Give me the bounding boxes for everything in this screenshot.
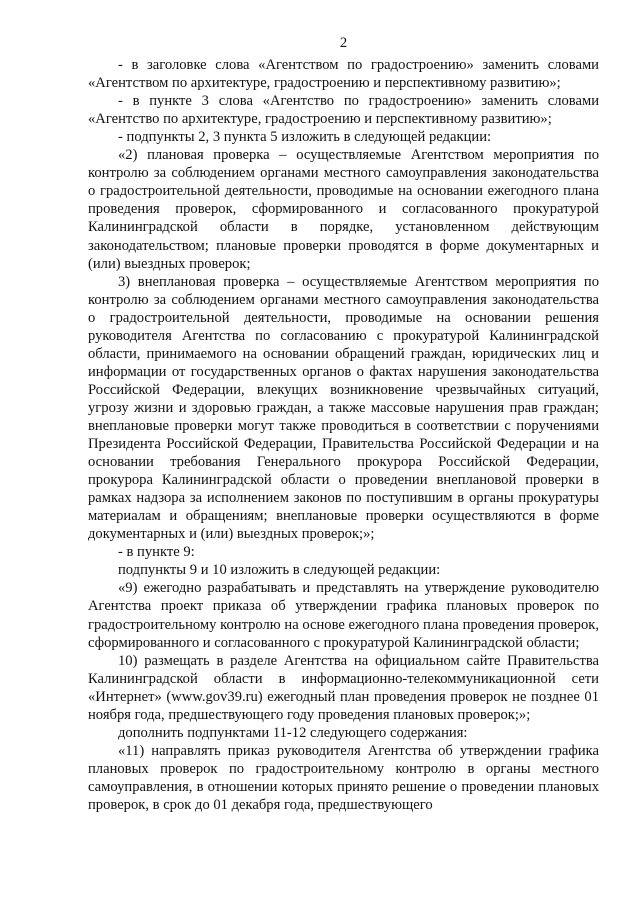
paragraph-subitem-9: «9) ежегодно разрабатывать и представлять на утверждение руководителю Агентства проект приказа об утверждении графика плановых проверок по градостроительному контролю на основе ежегодного плана проведения проверок, сформированного и согласованного с прокуратурой Калининградской области; <box>88 580 599 651</box>
paragraph-subitems-11-12-intro: дополнить подпунктами 11-12 следующего содержания: <box>118 724 468 741</box>
paragraph-unplanned-inspection: 3) внеплановая проверка – осуществляемые Агентством мероприятия по контролю за соблюдением органами местного самоуправления законодательства о градостроительной деятельности, проводимые на основании решения руководителя Агентства по согласованию с прокуратурой Калининградской области, принимаемого на основании обращений граждан, юридических лиц и информации от государственных органов о фактах нарушения законодательства Российской Федерации, влекущих возникновение чрезвычайных ситуаций, угрозу жизни и здоровью граждан, а также массовые нарушения прав граждан; внеплановые проверки могут также проводиться в соответствии с поручениями Президента Российской Федерации, Правительства Российской Федерации и на основании требования Генерального прокурора Российской Федерации, прокурора Калининградской области о проведении внеплановой проверки в рамках надзора за исполнением законов по поступившим в органы прокуратуры материалам и обращениям; внеплановые проверки осуществляются в форме документарных и (или) выездных проверок;»; <box>88 273 599 543</box>
document-page <box>88 34 599 814</box>
paragraph-item9-intro: - в пункте 9: <box>118 544 195 561</box>
paragraph-item5-intro: - подпункты 2, 3 пункта 5 изложить в следующей редакции: <box>118 129 492 146</box>
paragraph-title-amendment: - в заголовке слова «Агентством по градостроению» заменить словами «Агентством по архитектуре, градостроению и перспективному развитию»; <box>88 57 599 92</box>
paragraph-planned-inspection: «2) плановая проверка – осуществляемые Агентством мероприятия по контролю за соблюдением органами местного самоуправления законодательства о градостроительной деятельности, проводимые на основании ежегодного плана проведения проверок, сформированного и согласованного прокуратурой Калининградской области в порядке, установленном действующим законодательством; плановые проверки проводятся в форме документарных и (или) выездных проверок; <box>88 147 599 272</box>
paragraph-subitems-9-10-intro: подпункты 9 и 10 изложить в следующей редакции: <box>118 562 441 579</box>
page-number: 2 <box>339 35 348 51</box>
paragraph-subitem-11: «11) направлять приказ руководителя Агентства об утверждении графика плановых проверок по градостроительному контролю в органы местного самоуправления, в отношении которых принято решение о проведении плановых проверок, в срок до 01 декабря года, предшествующего <box>88 742 599 813</box>
paragraph-subitem-10: 10) размещать в разделе Агентства на официальном сайте Правительства Калининградской области в информационно-телекоммуникационной сети «Интернет» (www.gov39.ru) ежегодный план проведения проверок не позднее 01 ноября года, предшествующего году проведения плановых проверок;»; <box>88 652 599 723</box>
paragraph-item3-amendment: - в пункте 3 слова «Агентство по градостроению» заменить словами «Агентство по архитектуре, градостроению и перспективному развитию»; <box>88 93 599 128</box>
